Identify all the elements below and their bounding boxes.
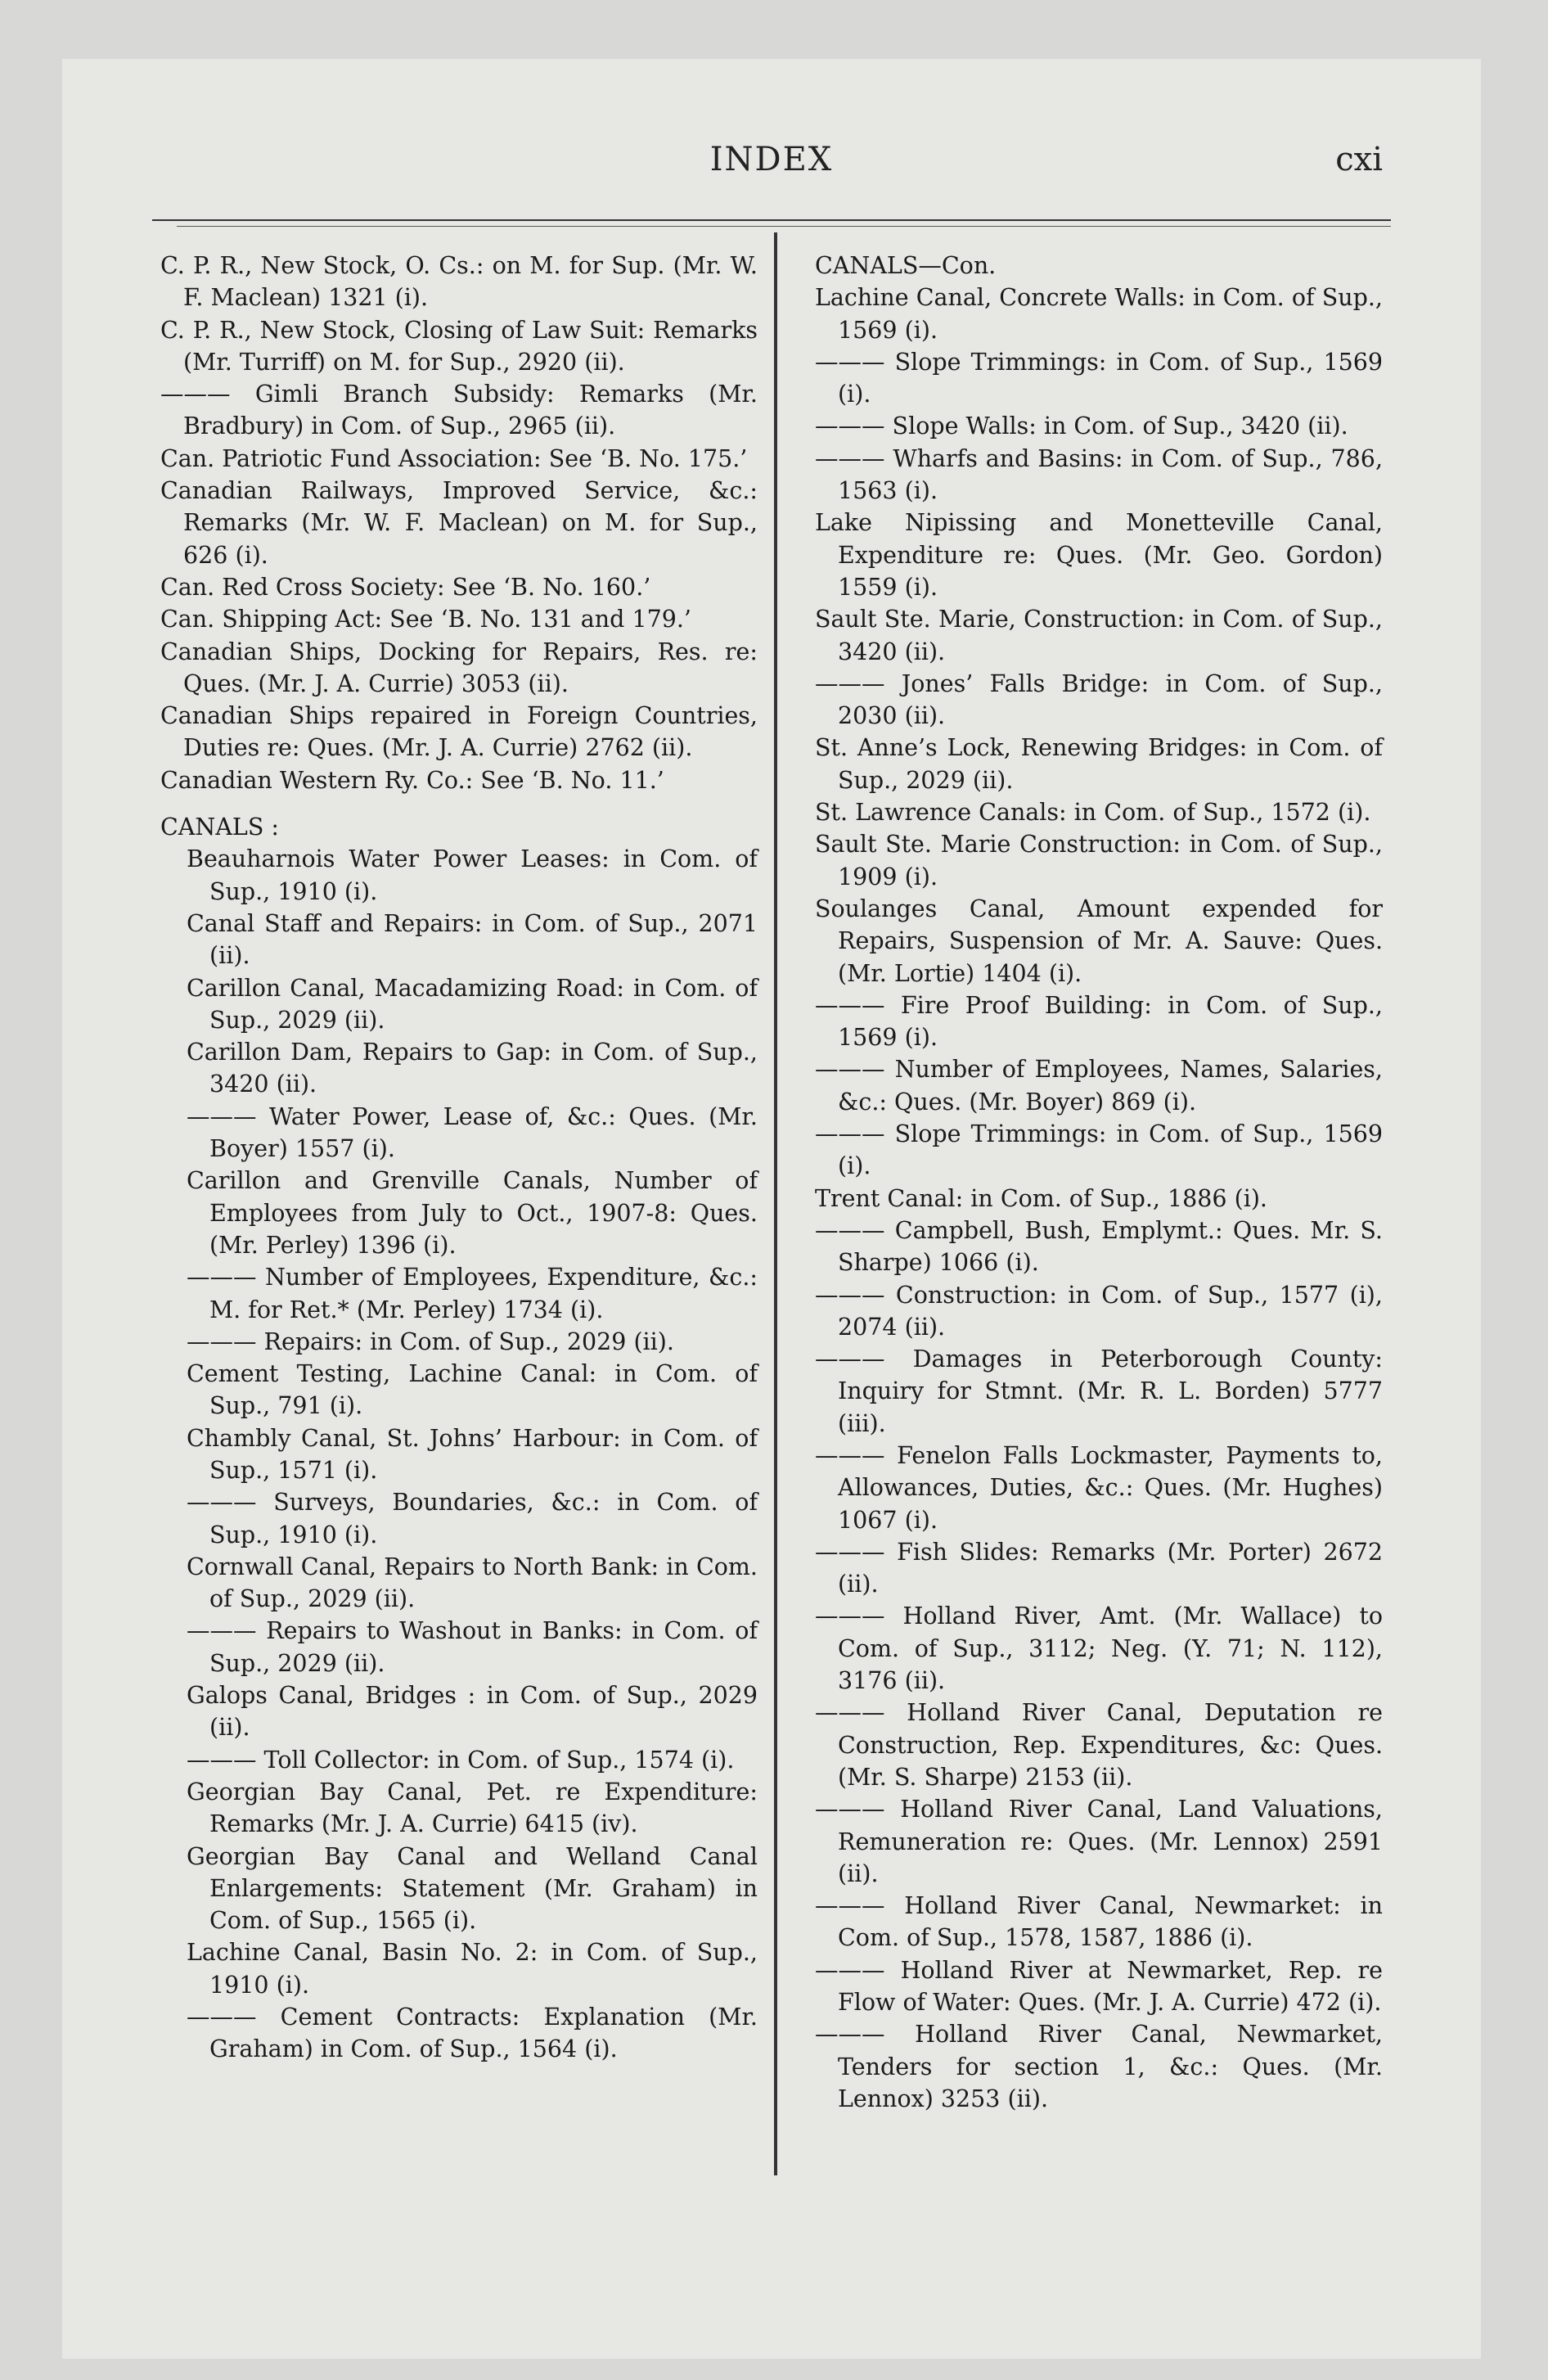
page-title: INDEX bbox=[709, 141, 834, 178]
index-entry: Can. Shipping Act: See ‘B. No. 131 and 179.’ bbox=[160, 606, 691, 633]
index-entry: Sault Ste. Marie, Construction: in Com. of Sup., 3420 (ii). bbox=[815, 606, 1383, 665]
index-entry: Canadian Ships repaired in Foreign Countries, Duties re: Ques. (Mr. J. A. Currie) 2762 (ii). bbox=[160, 702, 758, 762]
index-entry: ——— Fire Proof Building: in Com. of Sup., 1569 (i). bbox=[815, 991, 1383, 1052]
index-entry: ——— Holland River Canal, Deputation re Construction, Rep. Expenditures, &c: Ques. (Mr. S. Sharpe) 2153 (ii). bbox=[815, 1699, 1383, 1791]
index-entry: ——— Water Power, Lease of, &c.: Ques. (Mr. Boyer) 1557 (i). bbox=[187, 1102, 758, 1163]
index-entry: ——— Gimli Branch Subsidy: Remarks (Mr. Bradbury) in Com. of Sup., 2965 (ii). bbox=[160, 381, 758, 440]
header-rule bbox=[152, 219, 1391, 221]
left-column bbox=[160, 250, 758, 2066]
index-entry: ——— Holland River at Newmarket, Rep. re Flow of Water: Ques. (Mr. J. A. Currie) 472 (i). bbox=[815, 1956, 1383, 2017]
index-entry: Carillon and Grenville Canals, Number of Employees from July to Oct., 1907-8: Ques. (Mr. Perley) 1396 (i). bbox=[187, 1167, 758, 1259]
index-entry: ——— Construction: in Com. of Sup., 1577 (i), 2074 (ii). bbox=[815, 1281, 1383, 1341]
index-entry: Georgian Bay Canal, Pet. re Expenditure: Remarks (Mr. J. A. Currie) 6415 (iv). bbox=[187, 1778, 758, 1838]
index-entry: ——— Slope Trimmings: in Com. of Sup., 1569 (i). bbox=[815, 348, 1383, 408]
index-entry: Soulanges Canal, Amount expended for Repairs, Suspension of Mr. A. Sauve: Ques. (Mr. Lortie) 1404 (i). bbox=[815, 895, 1383, 987]
page-number: cxi bbox=[1335, 141, 1383, 178]
index-entry: Can. Red Cross Society: See ‘B. No. 160.’ bbox=[160, 573, 651, 601]
index-entry: Canadian Ships, Docking for Repairs, Res. re: Ques. (Mr. J. A. Currie) 3053 (ii). bbox=[160, 638, 758, 697]
index-entry: St. Lawrence Canals: in Com. of Sup., 1572 (i). bbox=[815, 799, 1371, 827]
section-heading: CANALS—Con. bbox=[815, 252, 997, 279]
index-entry: Canadian Western Ry. Co.: See ‘B. No. 11.’ bbox=[160, 766, 664, 794]
index-entry: Trent Canal: in Com. of Sup., 1886 (i). bbox=[815, 1184, 1267, 1212]
index-entry: Galops Canal, Bridges : in Com. of Sup., 2029 (ii). bbox=[187, 1682, 758, 1742]
section-heading: CANALS : bbox=[160, 814, 280, 841]
index-entry: Canadian Railways, Improved Service, &c.: Remarks (Mr. W. F. Maclean) on M. for Sup., 626 (i). bbox=[160, 477, 758, 569]
index-entry: ——— Repairs: in Com. of Sup., 2029 (ii). bbox=[187, 1327, 674, 1355]
index-entry: St. Anne’s Lock, Renewing Bridges: in Com. of Sup., 2029 (ii). bbox=[815, 734, 1383, 794]
index-entry: ——— Holland River, Amt. (Mr. Wallace) to Com. of Sup., 3112; Neg. (Y. 71; N. 112), 3176 (ii). bbox=[815, 1602, 1383, 1695]
index-entry: ——— Repairs to Washout in Banks: in Com. of Sup., 2029 (ii). bbox=[187, 1617, 758, 1677]
index-entry: C. P. R., New Stock, Closing of Law Suit: Remarks (Mr. Turriff) on M. for Sup., 2920 (ii). bbox=[160, 316, 758, 376]
index-entry: ——— Cement Contracts: Explanation (Mr. Graham) in Com. of Sup., 1564 (i). bbox=[187, 2004, 758, 2063]
index-entry: ——— Campbell, Bush, Emplymt.: Ques. Mr. S. Sharpe) 1066 (i). bbox=[815, 1216, 1383, 1277]
index-entry: ——— Holland River Canal, Newmarket: in Com. of Sup., 1578, 1587, 1886 (i). bbox=[815, 1892, 1383, 1952]
index-entry: Sault Ste. Marie Construction: in Com. of Sup., 1909 (i). bbox=[815, 831, 1383, 890]
index-entry: ——— Number of Employees, Expenditure, &c.: M. for Ret.* (Mr. Perley) 1734 (i). bbox=[187, 1264, 758, 1323]
header-rule-thin bbox=[177, 226, 1391, 227]
index-entry: Cement Testing, Lachine Canal: in Com. of Sup., 791 (i). bbox=[187, 1360, 758, 1420]
index-entry: ——— Holland River Canal, Newmarket, Tenders for section 1, &c.: Ques. (Mr. Lennox) 3253 (ii). bbox=[815, 2021, 1383, 2112]
index-entry: ——— Surveys, Boundaries, &c.: in Com. of Sup., 1910 (i). bbox=[187, 1489, 758, 1548]
index-entry: Georgian Bay Canal and Welland Canal Enlargements: Statement (Mr. Graham) in Com. of Sup., 1565 (i). bbox=[187, 1842, 758, 1935]
index-entry: ——— Wharfs and Basins: in Com. of Sup., 786, 1563 (i). bbox=[815, 444, 1383, 505]
index-page bbox=[62, 59, 1481, 2359]
index-entry: ——— Slope Trimmings: in Com. of Sup., 1569 (i). bbox=[815, 1120, 1383, 1180]
index-entry: Carillon Dam, Repairs to Gap: in Com. of Sup., 3420 (ii). bbox=[187, 1039, 758, 1098]
index-entry: Lake Nipissing and Monetteville Canal, Expenditure re: Ques. (Mr. Geo. Gordon) 1559 (i). bbox=[815, 509, 1383, 601]
index-entry: Beauharnois Water Power Leases: in Com. of Sup., 1910 (i). bbox=[187, 845, 758, 905]
index-entry: ——— Fish Slides: Remarks (Mr. Porter) 2672 (ii). bbox=[815, 1538, 1383, 1598]
index-entry: ——— Slope Walls: in Com. of Sup., 3420 (ii). bbox=[815, 412, 1348, 440]
index-entry: Lachine Canal, Concrete Walls: in Com. of Sup., 1569 (i). bbox=[815, 284, 1383, 344]
index-entry: ——— Toll Collector: in Com. of Sup., 1574 (i). bbox=[187, 1746, 735, 1774]
index-entry: C. P. R., New Stock, O. Cs.: on M. for Sup. (Mr. W. F. Maclean) 1321 (i). bbox=[160, 252, 758, 312]
index-entry: Lachine Canal, Basin No. 2: in Com. of Sup., 1910 (i). bbox=[187, 1939, 758, 1999]
index-entry: Canal Staff and Repairs: in Com. of Sup., 2071 (ii). bbox=[187, 909, 758, 970]
index-entry: Carillon Canal, Macadamizing Road: in Com. of Sup., 2029 (ii). bbox=[187, 974, 758, 1034]
index-entry: Chambly Canal, St. Johns’ Harbour: in Com. of Sup., 1571 (i). bbox=[187, 1424, 758, 1484]
page-header bbox=[62, 59, 1481, 247]
index-entry: Cornwall Canal, Repairs to North Bank: in Com. of Sup., 2029 (ii). bbox=[187, 1553, 758, 1613]
index-entry: ——— Number of Employees, Names, Salaries, &c.: Ques. (Mr. Boyer) 869 (i). bbox=[815, 1056, 1383, 1116]
right-column bbox=[815, 250, 1383, 2115]
index-entry: ——— Fenelon Falls Lockmaster, Payments to, Allowances, Duties, &c.: Ques. (Mr. Hughes) 1067 (i). bbox=[815, 1441, 1383, 1534]
index-entry: Can. Patriotic Fund Association: See ‘B. No. 175.’ bbox=[160, 444, 748, 472]
column-divider bbox=[774, 232, 777, 2175]
index-entry: ——— Damages in Peterborough County: Inquiry for Stmnt. (Mr. R. L. Borden) 5777 (iii). bbox=[815, 1346, 1383, 1437]
index-entry: ——— Holland River Canal, Land Valuations, Remuneration re: Ques. (Mr. Lennox) 2591 (ii). bbox=[815, 1796, 1383, 1887]
index-entry: ——— Jones’ Falls Bridge: in Com. of Sup., 2030 (ii). bbox=[815, 669, 1383, 730]
